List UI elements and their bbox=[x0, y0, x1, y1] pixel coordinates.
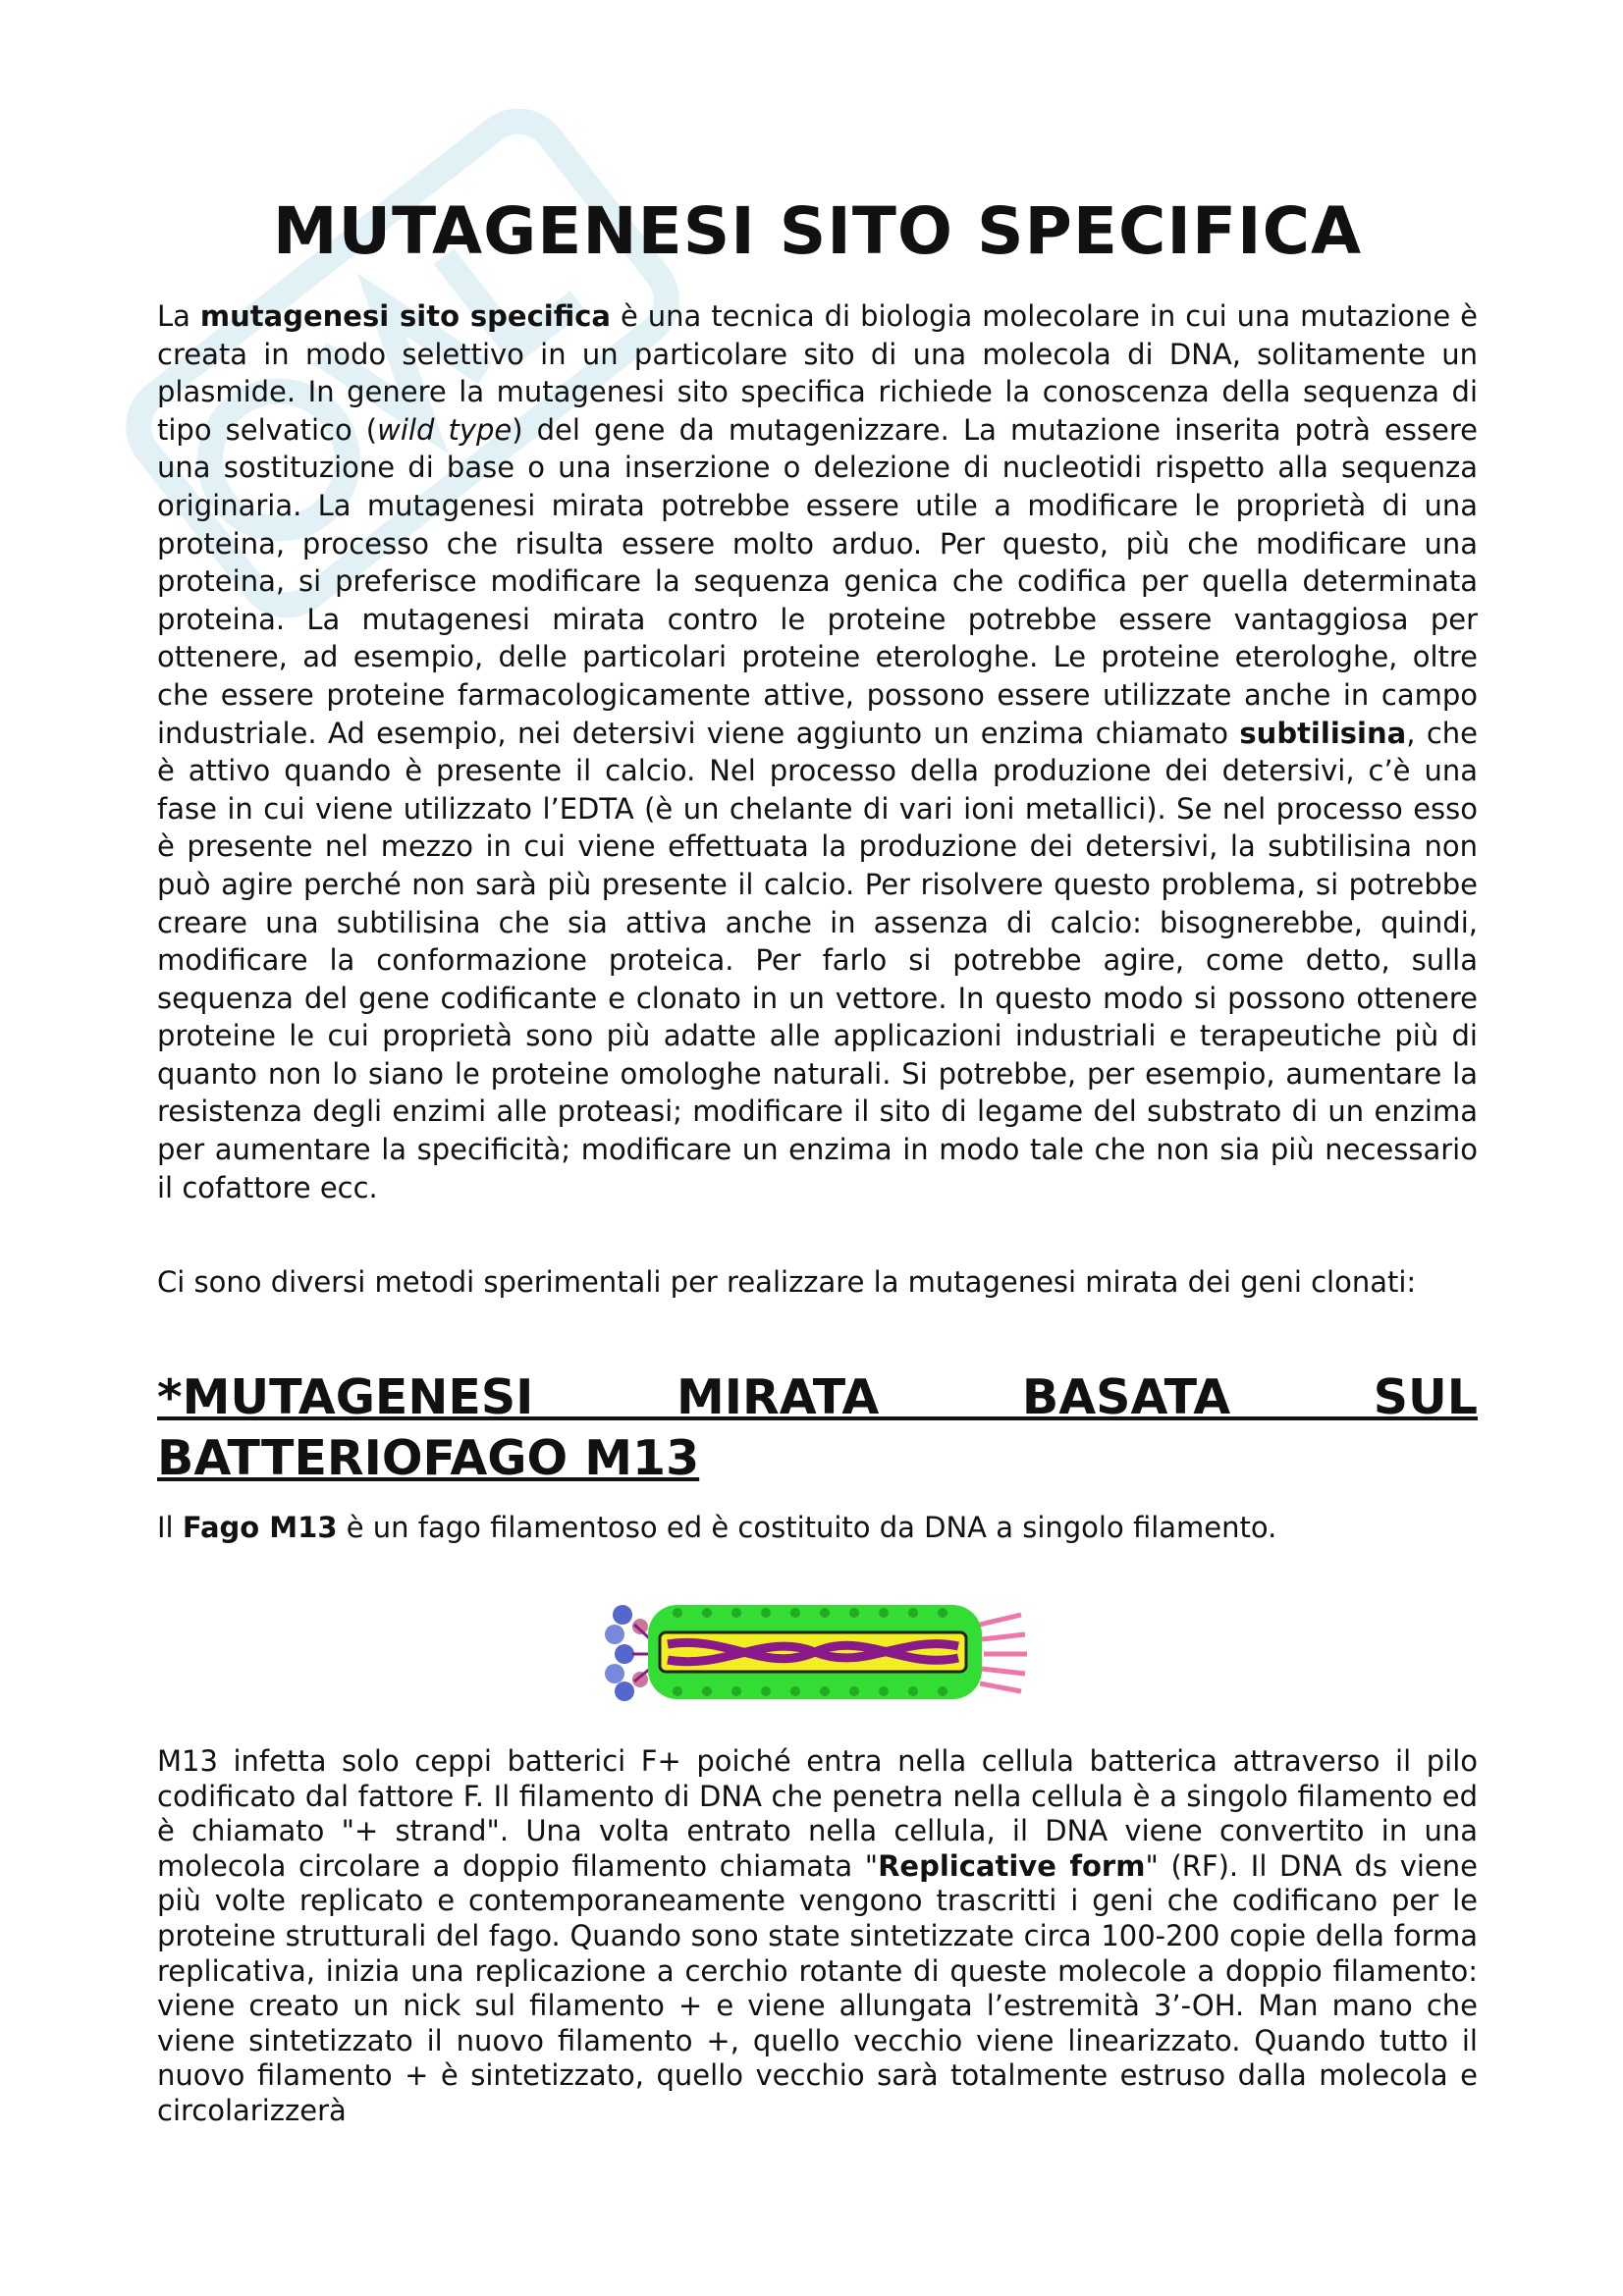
m13-def-text-2: è un fago filamentoso ed è costituito da DNA a singolo filamento. bbox=[337, 1511, 1277, 1544]
m13-desc-text-1: M13 infetta solo ceppi batterici F+ poiché entra nella cellula batterica attraverso il pilo codificato dal fattore F. Il filamento di DNA che penetra nella cellula è a singolo filamento ed è chiamato "+ strand". Una volta entrato nella cellula, il DNA viene convertito in una molecola circolare a doppio filamento chiamata " bbox=[157, 1744, 1478, 1883]
wild-type-term: wild type bbox=[377, 412, 513, 447]
replicative-form-term: Replicative form bbox=[878, 1848, 1146, 1883]
intro-text-2: è una tecnica di biologia molecolare in cui una mutazione è creata in modo selettivo in un particolare sito di una molecola di DNA, solitamente un plasmide. In genere la mutagenesi sito specifica richiede la conoscenza della sequenza di tipo selvatico ( bbox=[157, 299, 1478, 447]
m13-phage-illustration bbox=[599, 1585, 1031, 1713]
m13-desc-text-2: " (RF). Il DNA ds viene più volte replicato e contemporaneamente vengono trascritti i geni che codificano per le proteine strutturali del fago. Quando sono state sintetizzate circa 100-200 copie della forma replicativa, inizia una replicazione a cerchio rotante di queste molecole a doppio filamento: viene creato un nick sul filamento + e viene allungata l’estremità 3’-OH. Man mano che viene sintetizzato il nuovo filamento +, quello vecchio viene linearizzato. Quando tutto il nuovo filamento + è sintetizzato, quello vecchio sarà totalmente estruso dalla molecola e circolarizzerà bbox=[157, 1848, 1478, 2127]
phage-tail bbox=[980, 1615, 1027, 1691]
methods-intro-paragraph: Ci sono diversi metodi sperimentali per realizzare la mutagenesi mirata dei geni clonati: bbox=[157, 1265, 1417, 1299]
intro-paragraph bbox=[157, 297, 1478, 1206]
section-heading-line-2: BATTERIOFAGO M13 bbox=[157, 1430, 700, 1486]
m13-description-paragraph bbox=[157, 1744, 1478, 2129]
intro-text-3: ) del gene da mutagenizzare. La mutazione inserita potrà essere una sostituzione di base o una inserzione o delezione di nucleotidi rispetto alla sequenza originaria. La mutagenesi mirata potrebbe essere utile a modificare le proprietà di una proteina, processo che risulta essere molto arduo. Per questo, più che modificare una proteina, si preferisce modificare la sequenza genica che codifica per quella determinata proteina. La mutagenesi mirata contro le proteine potrebbe essere vantaggiosa per ottenere, ad esempio, delle particolari proteine eterologhe. Le proteine eterologhe, oltre che essere proteine farmacologicamente attive, possono essere utilizzate anche in campo industriale. Ad esempio, nei detersivi viene aggiunto un enzima chiamato bbox=[157, 412, 1478, 750]
subtilisina-term: subtilisina bbox=[1239, 716, 1407, 750]
m13-definition-paragraph bbox=[157, 1509, 1478, 1547]
section-heading-m13 bbox=[157, 1367, 1478, 1489]
intro-text-1: La bbox=[157, 299, 200, 333]
intro-text-4: , che è attivo quando è presente il calcio. Nel processo della produzione dei detersivi, c’è una fase in cui viene utilizzato l’EDTA (è un chelante di vari ioni metallici). Se nel processo esso è presente nel mezzo in cui viene effettuata la produzione dei detersivi, la subtilisina non può agire perché non sarà più presente il calcio. Per risolvere questo problema, si potrebbe creare una subtilisina che sia attiva anche in assenza di calcio: bisognerebbe, quindi, modificare la conformazione proteica. Per farlo si potrebbe agire, come detto, sulla sequenza del gene codificante e clonato in un vettore. In questo modo si possono ottenere proteine le cui proprietà sono più adatte alle applicazioni industriali e terapeutiche più di quanto non lo siano le proteine omologhe naturali. Si potrebbe, per esempio, aumentare la resistenza degli enzimi alle proteasi; modificare il sito di legame del substrato di un enzima per aumentare la specificità; modificare un enzima in modo tale che non sia più necessario il cofattore ecc. bbox=[157, 716, 1478, 1204]
section-heading-line-1: *MUTAGENESI MIRATA BASATA SUL bbox=[157, 1369, 1478, 1425]
fago-m13-term: Fago M13 bbox=[182, 1511, 338, 1544]
page-title: MUTAGENESI SITO SPECIFICA bbox=[272, 193, 1363, 269]
intro-term: mutagenesi sito specifica bbox=[199, 299, 611, 333]
m13-def-text-1: Il bbox=[157, 1511, 183, 1544]
